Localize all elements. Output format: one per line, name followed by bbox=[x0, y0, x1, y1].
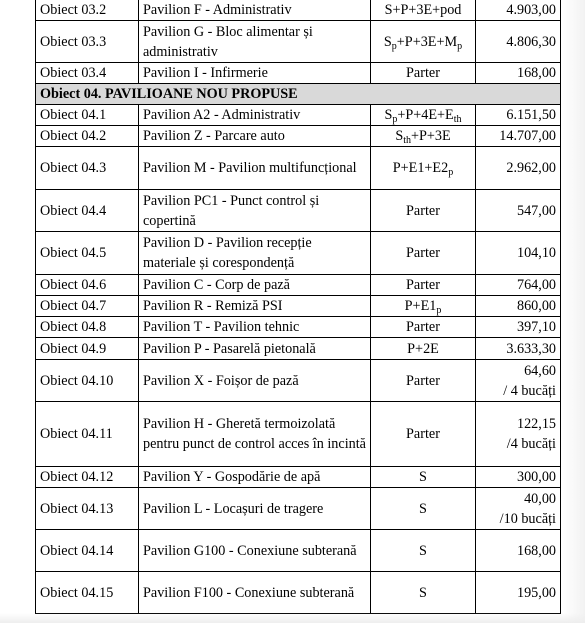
area-cell bbox=[476, 105, 561, 126]
pavilion-name: Pavilion M - Pavilion multifuncțional bbox=[139, 147, 371, 190]
table-row bbox=[36, 105, 561, 126]
table-row bbox=[36, 488, 561, 530]
object-code: Obiect 04.14 bbox=[36, 530, 139, 572]
area-cell bbox=[476, 296, 561, 317]
area-cell bbox=[476, 232, 561, 275]
height-regime: Parter bbox=[371, 360, 476, 402]
object-code: Obiect 04.6 bbox=[36, 275, 139, 296]
area-value: 40,00 bbox=[524, 490, 556, 507]
pavilion-name: Pavilion G - Bloc alimentar și administrativ bbox=[139, 21, 371, 63]
object-code: Obiect 04.3 bbox=[36, 147, 139, 190]
pavilion-name: Pavilion PC1 - Punct control și copertină bbox=[139, 190, 371, 232]
height-regime: S bbox=[371, 530, 476, 572]
height-regime: Parter bbox=[371, 190, 476, 232]
object-code: Obiect 03.4 bbox=[36, 63, 139, 84]
object-code: Obiect 04.1 bbox=[36, 105, 139, 126]
section-header-row bbox=[36, 84, 561, 105]
objects-table bbox=[35, 0, 561, 614]
height-regime bbox=[371, 126, 476, 147]
pavilion-name: Pavilion D - Pavilion recepție materiale și corespondență bbox=[139, 232, 371, 275]
regime-subscript: p bbox=[392, 114, 398, 125]
regime-text: S bbox=[383, 33, 392, 50]
regime-text: S bbox=[395, 128, 404, 144]
area-cell bbox=[476, 275, 561, 296]
area-cell bbox=[476, 0, 561, 21]
height-regime: S bbox=[371, 467, 476, 488]
regime-subscript: p bbox=[448, 167, 454, 178]
table-row bbox=[36, 126, 561, 147]
area-value: 64,60 bbox=[524, 362, 556, 379]
area-quantity-note: /10 bucăți bbox=[499, 510, 556, 527]
objects-table-body bbox=[36, 0, 561, 614]
object-code: Obiect 04.11 bbox=[36, 402, 139, 467]
table-row bbox=[36, 360, 561, 402]
section-title: Obiect 04. PAVILIOANE NOU PROPUSE bbox=[36, 84, 561, 105]
area-value: 14.707,00 bbox=[499, 128, 556, 144]
table-row bbox=[36, 402, 561, 467]
pavilion-name: Pavilion C - Corp de pază bbox=[139, 275, 371, 296]
area-value: 4.903,00 bbox=[506, 2, 556, 18]
area-value: 122,15 bbox=[516, 416, 556, 432]
table-row bbox=[36, 296, 561, 317]
regime-text: P+E1 bbox=[404, 298, 437, 314]
area-value: 397,10 bbox=[516, 319, 556, 335]
area-value: 547,00 bbox=[516, 202, 556, 219]
table-row bbox=[36, 317, 561, 338]
page-bottom-shadow bbox=[0, 613, 585, 623]
area-value: 168,00 bbox=[516, 542, 556, 559]
area-cell bbox=[476, 467, 561, 488]
pavilion-name: Pavilion A2 - Administrativ bbox=[139, 105, 371, 126]
object-code: Obiect 04.7 bbox=[36, 296, 139, 317]
table-row bbox=[36, 63, 561, 84]
regime-text: +P+3E bbox=[411, 128, 451, 144]
area-value: 860,00 bbox=[516, 298, 556, 314]
regime-subscript: p bbox=[457, 40, 463, 52]
height-regime: Parter bbox=[371, 232, 476, 275]
height-regime: Parter bbox=[371, 402, 476, 467]
area-cell bbox=[476, 317, 561, 338]
area-value: 168,00 bbox=[516, 65, 556, 81]
area-cell bbox=[476, 488, 561, 530]
regime-text: +P+3E+M bbox=[396, 33, 458, 50]
regime-subscript: p bbox=[391, 40, 397, 52]
table-row bbox=[36, 338, 561, 360]
pavilion-name: Pavilion R - Remiză PSI bbox=[139, 296, 371, 317]
area-cell bbox=[476, 572, 561, 614]
area-cell bbox=[476, 147, 561, 190]
height-regime bbox=[371, 105, 476, 126]
area-cell bbox=[476, 190, 561, 232]
table-row bbox=[36, 530, 561, 572]
object-code: Obiect 04.15 bbox=[36, 572, 139, 614]
object-code: Obiect 04.9 bbox=[36, 338, 139, 360]
regime-subscript: p bbox=[436, 305, 442, 316]
height-regime: S bbox=[371, 488, 476, 530]
height-regime: Parter bbox=[371, 275, 476, 296]
height-regime bbox=[371, 21, 476, 63]
pavilion-name: Pavilion X - Foișor de pază bbox=[139, 360, 371, 402]
area-cell bbox=[476, 402, 561, 467]
object-code: Obiect 03.3 bbox=[36, 21, 139, 63]
object-code: Obiect 04.13 bbox=[36, 488, 139, 530]
height-regime: Parter bbox=[371, 317, 476, 338]
pavilion-name: Pavilion T - Pavilion tehnic bbox=[139, 317, 371, 338]
regime-subscript: th bbox=[403, 135, 411, 146]
table-row bbox=[36, 572, 561, 614]
area-cell bbox=[476, 530, 561, 572]
pavilion-name: Pavilion G100 - Conexiune subterană bbox=[139, 530, 371, 572]
area-value: 300,00 bbox=[516, 469, 556, 485]
pavilion-name: Pavilion Y - Gospodărie de apă bbox=[139, 467, 371, 488]
pavilion-name: Pavilion F100 - Conexiune subterană bbox=[139, 572, 371, 614]
table-row bbox=[36, 232, 561, 275]
pavilion-name: Pavilion F - Administrativ bbox=[139, 0, 371, 21]
height-regime: S+P+3E+pod bbox=[371, 0, 476, 21]
table-row bbox=[36, 0, 561, 21]
area-value: 2.962,00 bbox=[506, 160, 556, 176]
area-quantity-note: /4 bucăți bbox=[506, 436, 556, 452]
pavilion-name: Pavilion P - Pasarelă pietonală bbox=[139, 338, 371, 360]
height-regime: P+2E bbox=[371, 338, 476, 360]
regime-subscript: th bbox=[453, 114, 462, 125]
pavilion-name: Pavilion I - Infirmerie bbox=[139, 63, 371, 84]
area-cell bbox=[476, 338, 561, 360]
area-cell bbox=[476, 126, 561, 147]
height-regime: S bbox=[371, 572, 476, 614]
table-row bbox=[36, 147, 561, 190]
area-value: 764,00 bbox=[516, 277, 556, 293]
area-cell bbox=[476, 21, 561, 63]
area-quantity-note: / 4 bucăți bbox=[503, 382, 556, 399]
height-regime: Parter bbox=[371, 63, 476, 84]
table-row bbox=[36, 467, 561, 488]
area-value: 104,10 bbox=[516, 245, 556, 261]
regime-text: P+E1+E2 bbox=[392, 160, 449, 176]
height-regime bbox=[371, 147, 476, 190]
object-code: Obiect 04.8 bbox=[36, 317, 139, 338]
regime-text: S bbox=[384, 107, 393, 123]
table-row bbox=[36, 21, 561, 63]
area-value: 3.633,30 bbox=[506, 340, 556, 357]
area-value: 4.806,30 bbox=[506, 33, 556, 50]
table-row bbox=[36, 190, 561, 232]
object-code: Obiect 04.12 bbox=[36, 467, 139, 488]
area-cell bbox=[476, 63, 561, 84]
page-edge-shadow bbox=[563, 0, 585, 623]
area-value: 195,00 bbox=[516, 584, 556, 601]
object-code: Obiect 03.2 bbox=[36, 0, 139, 21]
area-value: 6.151,50 bbox=[506, 107, 556, 123]
height-regime bbox=[371, 296, 476, 317]
pavilion-name: Pavilion L - Locașuri de tragere bbox=[139, 488, 371, 530]
table-row bbox=[36, 275, 561, 296]
object-code: Obiect 04.5 bbox=[36, 232, 139, 275]
object-code: Obiect 04.2 bbox=[36, 126, 139, 147]
object-code: Obiect 04.10 bbox=[36, 360, 139, 402]
regime-text: +P+4E+E bbox=[397, 107, 454, 123]
object-code: Obiect 04.4 bbox=[36, 190, 139, 232]
area-cell bbox=[476, 360, 561, 402]
pavilion-name: Pavilion H - Gheretă termoizolată pentru punct de control acces în incintă bbox=[139, 402, 371, 467]
pavilion-name: Pavilion Z - Parcare auto bbox=[139, 126, 371, 147]
